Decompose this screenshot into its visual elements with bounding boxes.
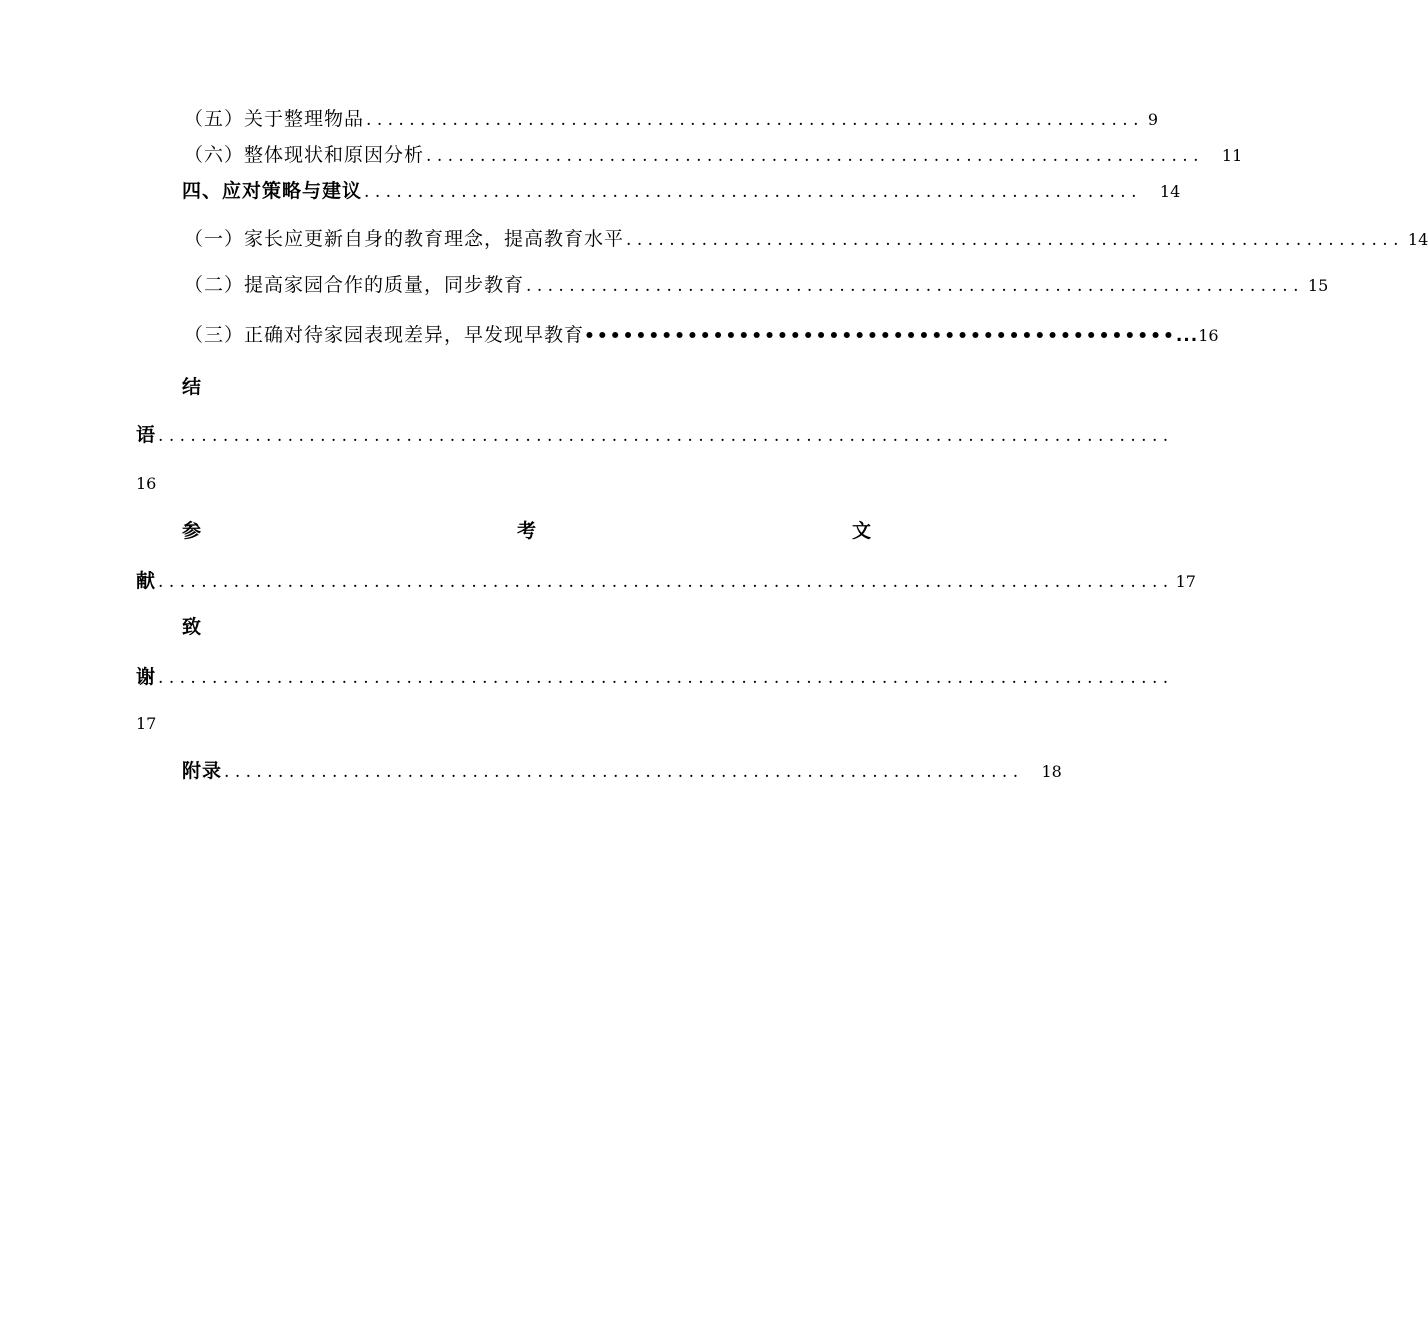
- references-char-2: 考: [516, 520, 537, 542]
- toc-entry-page: 16: [1198, 326, 1219, 345]
- toc-entry-page: 18: [1041, 762, 1062, 781]
- toc-entry-label: 四、应对策略与建议: [182, 180, 363, 202]
- toc-entry-part4[interactable]: [182, 176, 1181, 203]
- toc-entry-page: 9: [1147, 110, 1159, 129]
- dot-leader: ..........................................................................: [224, 762, 1024, 782]
- dot-leader: ..............................................................................................: [158, 572, 1174, 592]
- toc-entry-p4s1[interactable]: [184, 224, 1428, 251]
- dot-leader: ••••••••••••••••••••••••••••••••••••••••••••••: [584, 326, 1176, 346]
- dot-leader: ........................................................................: [366, 110, 1144, 130]
- references-page: 17: [1175, 572, 1196, 591]
- toc-entry-references[interactable]: [136, 566, 1196, 593]
- toc-entry-page: 14: [1407, 230, 1428, 249]
- toc-entry-page: 11: [1221, 146, 1243, 165]
- dot-leader: ........................................................................: [364, 182, 1142, 202]
- toc-entry-label: （一）家长应更新自身的教育理念，提高教育水平: [184, 228, 625, 250]
- toc-entry-page: 15: [1307, 276, 1329, 295]
- references-heading[interactable]: [182, 516, 872, 543]
- toc-entry-thanks[interactable]: [136, 662, 1174, 689]
- toc-entry-conclusion[interactable]: [136, 420, 1174, 447]
- conclusion-char-2: 语: [136, 424, 157, 446]
- toc-entry-p4s2[interactable]: [184, 270, 1329, 297]
- conclusion-page: 16: [136, 474, 157, 493]
- dot-leader: ..............................................................................................: [158, 668, 1174, 688]
- thanks-char-1: 致: [182, 616, 203, 638]
- toc-entry-label: 附录: [182, 760, 223, 782]
- toc-entry-label: （六）整体现状和原因分析: [184, 144, 425, 166]
- toc-entry-sec5[interactable]: [184, 104, 1159, 131]
- references-char-4: 献: [136, 570, 157, 592]
- toc-entry-label: （三）正确对待家园表现差异，早发现早教育: [184, 324, 585, 346]
- dot-leader: ........................................................................: [626, 230, 1404, 250]
- dot-leader: ..............................................................................................: [158, 426, 1174, 446]
- toc-entry-label: （二）提高家园合作的质量，同步教育: [184, 274, 525, 296]
- references-char-3: 文: [851, 520, 872, 542]
- references-char-1: 参: [182, 520, 203, 542]
- toc-entry-appendix[interactable]: [182, 756, 1062, 783]
- thanks-char-2: 谢: [136, 666, 157, 688]
- dot-leader: ........................................................................: [426, 146, 1204, 166]
- toc-entry-page: 14: [1159, 182, 1181, 201]
- toc-entry-label: （五）关于整理物品: [184, 108, 365, 130]
- toc-entry-p4s3[interactable]: [184, 320, 1219, 347]
- toc-entry-sec6[interactable]: [184, 140, 1243, 167]
- dot-leader: ........................................................................: [526, 276, 1304, 296]
- thanks-page: 17: [136, 714, 157, 733]
- conclusion-char-1: 结: [182, 376, 203, 398]
- ellipsis-mark: ...: [1175, 326, 1199, 346]
